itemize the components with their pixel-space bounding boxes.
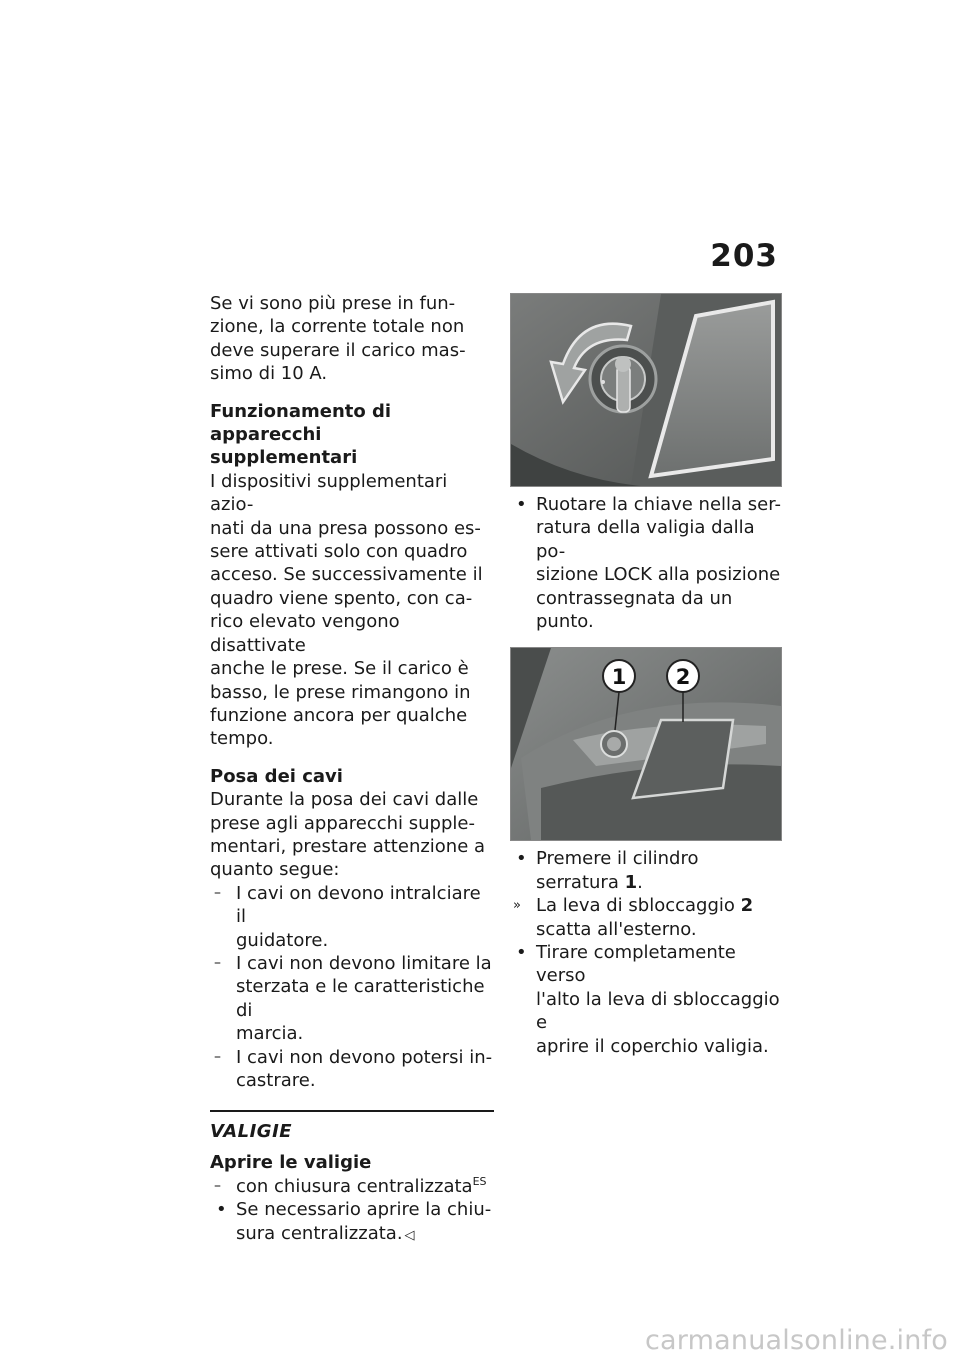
step-item: [210, 1198, 494, 1247]
body-line: basso, le prese rimangono in: [210, 681, 471, 703]
step-line: Se necessario aprire la chiu-: [236, 1199, 492, 1221]
figure-key-rotation: [510, 293, 782, 487]
intro-line: Se vi sono più prese in fun-: [210, 293, 456, 314]
section-heading: supplementari: [210, 447, 358, 469]
step-line: Tirare completamente verso: [536, 942, 736, 987]
figure-lock-cylinder: [510, 647, 782, 841]
result-ref-number: 2: [740, 895, 754, 917]
step-ref-number: 1: [624, 871, 638, 893]
step-line: Ruotare la chiave nella ser-: [536, 494, 781, 515]
dash-marker: –: [214, 1048, 221, 1065]
step-item: [510, 941, 782, 1058]
right-column: [510, 293, 782, 1058]
list-item: [210, 882, 494, 952]
dash-marker: –: [214, 1177, 221, 1194]
condition-item: [210, 1175, 494, 1198]
sub-heading: Aprire le valigie: [210, 1152, 372, 1174]
body-line: quanto segue:: [210, 859, 340, 881]
body-line: mentari, prestare attenzione a: [210, 835, 486, 857]
intro-line: simo di 10 A.: [210, 363, 328, 385]
list-item-line: marcia.: [236, 1023, 304, 1045]
list-item-line: sterzata e le caratteristiche di: [236, 976, 485, 1021]
section-divider: [210, 1110, 494, 1112]
step-item: [510, 493, 782, 633]
body-line: I dispositivi supplementari azio-: [210, 470, 448, 516]
step-line: sizione LOCK alla posizione: [536, 564, 781, 586]
step-line: l'alto la leva di sbloccaggio e: [536, 988, 780, 1034]
result-text: La leva di sbloccaggio: [536, 895, 735, 917]
condition-text: con chiusura centralizzata: [236, 1175, 473, 1197]
section-heading: Funzionamento di apparecchi: [210, 400, 392, 446]
result-marker: »: [513, 898, 521, 914]
result-item: [510, 894, 782, 941]
body-line: quadro viene spento, con ca-: [210, 587, 473, 609]
body-line: Durante la posa dei cavi dalle: [210, 789, 479, 811]
list-item-line: I cavi on devono intralciare il: [236, 882, 481, 928]
intro-line: deve superare il carico mas-: [210, 339, 466, 361]
callout-2-label: 2: [675, 665, 691, 690]
dash-marker: –: [214, 954, 221, 971]
dash-marker: –: [214, 884, 221, 901]
step-line: ratura della valigia dalla po-: [536, 517, 755, 562]
end-mark: ◁: [404, 1227, 415, 1243]
watermark: carmanualsonline.info: [645, 1325, 948, 1356]
list-item-line: I cavi non devono potersi in-: [236, 1046, 493, 1068]
bullet-marker: •: [516, 494, 527, 515]
body-line: funzione ancora per qualche: [210, 704, 468, 726]
section-heading: Posa dei cavi: [210, 765, 343, 787]
list-item-line: guidatore.: [236, 929, 329, 951]
chapter-title: VALIGIE: [210, 1121, 293, 1143]
intro-line: zione, la corrente totale non: [210, 316, 465, 338]
callout-1-label: 1: [611, 665, 627, 690]
key-rotation-illustration: [511, 294, 781, 486]
result-line: scatta all'esterno.: [536, 918, 697, 940]
list-item: [210, 952, 494, 1046]
step-line: aprire il coperchio valigia.: [536, 1035, 769, 1057]
list-item-line: I cavi non devono limitare la: [236, 952, 492, 974]
step-period: .: [637, 871, 643, 893]
body-line: prese agli apparecchi supple-: [210, 812, 475, 834]
bullet-marker: •: [516, 848, 527, 870]
page-number: 203: [710, 238, 778, 274]
step-line: sura centralizzata.: [236, 1222, 403, 1244]
step-line: contrassegnata da un punto.: [536, 587, 733, 633]
step-text: Premere il cilindro serratura: [536, 848, 699, 893]
list-item: [210, 1046, 494, 1093]
bullet-marker: •: [516, 942, 527, 964]
list-item-line: castrare.: [236, 1070, 316, 1091]
body-line: sere attivati solo con quadro: [210, 541, 468, 563]
step-item: [510, 847, 782, 894]
body-line: nati da una presa possono es-: [210, 517, 481, 539]
body-line: tempo.: [210, 728, 274, 750]
left-column: [210, 292, 494, 1247]
body-line: rico elevato vengono disattivate: [210, 611, 400, 656]
body-line: acceso. Se successivamente il: [210, 564, 483, 586]
lock-cylinder-illustration: [511, 648, 781, 840]
body-line: anche le prese. Se il carico è: [210, 658, 469, 680]
bullet-marker: •: [216, 1199, 227, 1221]
condition-superscript: ES: [472, 1174, 487, 1188]
